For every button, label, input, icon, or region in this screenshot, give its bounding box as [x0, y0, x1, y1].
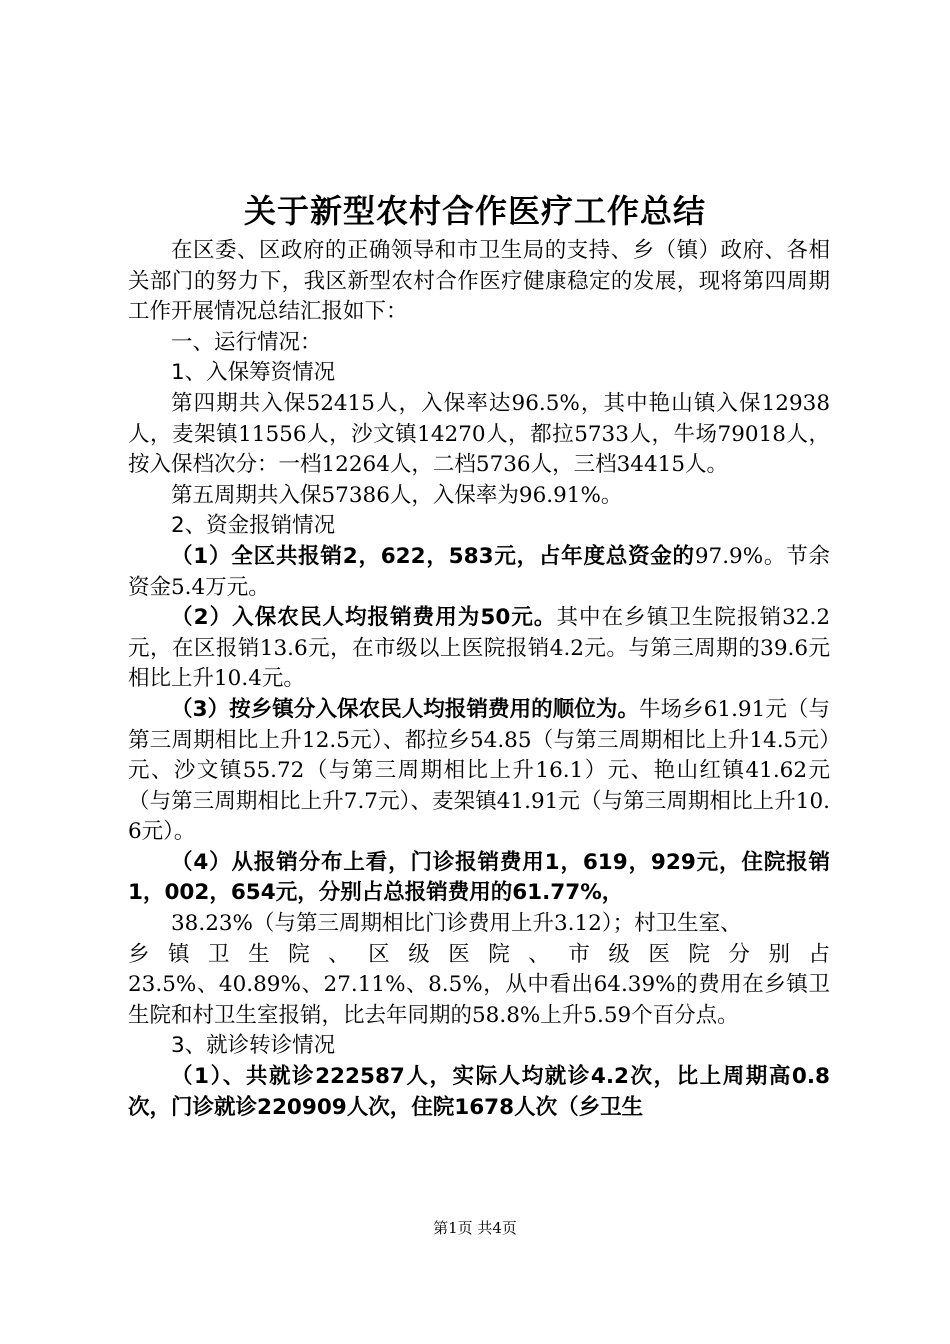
reimbursement-paragraph-5-rest: 23.5%、40.89%、27.11%、8.5%，从中看出64.39%的费用在乡镇卫生院和村卫生室报销，比去年同期的58.8%上升5.59个百分点。 [128, 972, 830, 1028]
reimbursement-paragraph-1-bold: （1）全区共报销2，622，583元，占年度总资金的 [171, 543, 695, 569]
reimbursement-paragraph-5-line-1: 38.23%（与第三周期相比门诊费用上升3.12）；村卫生室、 [171, 911, 742, 937]
intro-paragraph: 在区委、区政府的正确领导和市卫生局的支持、乡（镇）政府、各相关部门的努力下，我区新型农村合作医疗健康稳定的发展，现将第四周期工作开展情况总结汇报如下： [128, 238, 830, 325]
document-body [128, 236, 830, 1123]
subheading-reimbursement: 2、资金报销情况 [171, 513, 336, 539]
enrollment-paragraph-1: 第四期共入保52415人，入保率达96.5%，其中艳山镇入保12938人，麦架镇11556人，沙文镇14270人，都拉5733人，牛场79018人，按入保档次分：一档12264人，二档5736人，三档34415人。 [128, 390, 830, 478]
reimbursement-paragraph-2-bold: （2）入保农民人均报销费用为50元。 [171, 605, 557, 631]
reimbursement-paragraph-1-text: 97.9%。节余资金5.4万元。 [128, 543, 830, 600]
page-footer: 第1页 共4页 [433, 1219, 517, 1237]
section-heading-operation: 一、运行情况： [171, 329, 322, 355]
visits-paragraph-1: （1）、共就诊222587人，实际人均就诊4.2次，比上周期高0.8次，门诊就诊220909人次，住院1678人次（乡卫生 [128, 1064, 830, 1120]
reimbursement-paragraph-4: （4）从报销分布上看，门诊报销费用1，619，929元，住院报销1，002，654元，分别占总报销费用的61.77%， [128, 849, 830, 906]
reimbursement-paragraph-1 [128, 542, 830, 603]
reimbursement-paragraph-2 [128, 603, 830, 695]
reimbursement-paragraph-3-text: 牛场乡61.91元（与第三周期相比上升12.5元）、都拉乡54.85（与第三周期相比上升14.5元）元、沙文镇55.72（与第三周期相比上升16.1）元、艳山红镇41.62元（与第三周期相比上升7.7元）、麦架镇41.91元（与第三周期相比上升10.6元）。 [128, 696, 830, 845]
subheading-visits-referrals: 3、就诊转诊情况 [171, 1033, 336, 1059]
reimbursement-paragraph-2-text: 其中在乡镇卫生院报销32.2元，在区报销13.6元，在市级以上医院报销4.2元。与第三周期的39.6元相比上升10.4元。 [128, 605, 830, 692]
reimbursement-paragraph-3 [128, 695, 830, 848]
subheading-enrollment: 1、入保筹资情况 [171, 360, 336, 386]
reimbursement-paragraph-5-line-2: 乡镇卫生院、区级医院、市级医院分别占 [128, 941, 830, 967]
reimbursement-paragraph-3-bold: （3）按乡镇分入保农民人均报销费用的顺位为。 [171, 696, 640, 722]
document-title: 关于新型农村合作医疗工作总结 [243, 192, 706, 230]
enrollment-paragraph-2: 第五周期共入保57386人，入保率为96.91%。 [171, 482, 623, 508]
